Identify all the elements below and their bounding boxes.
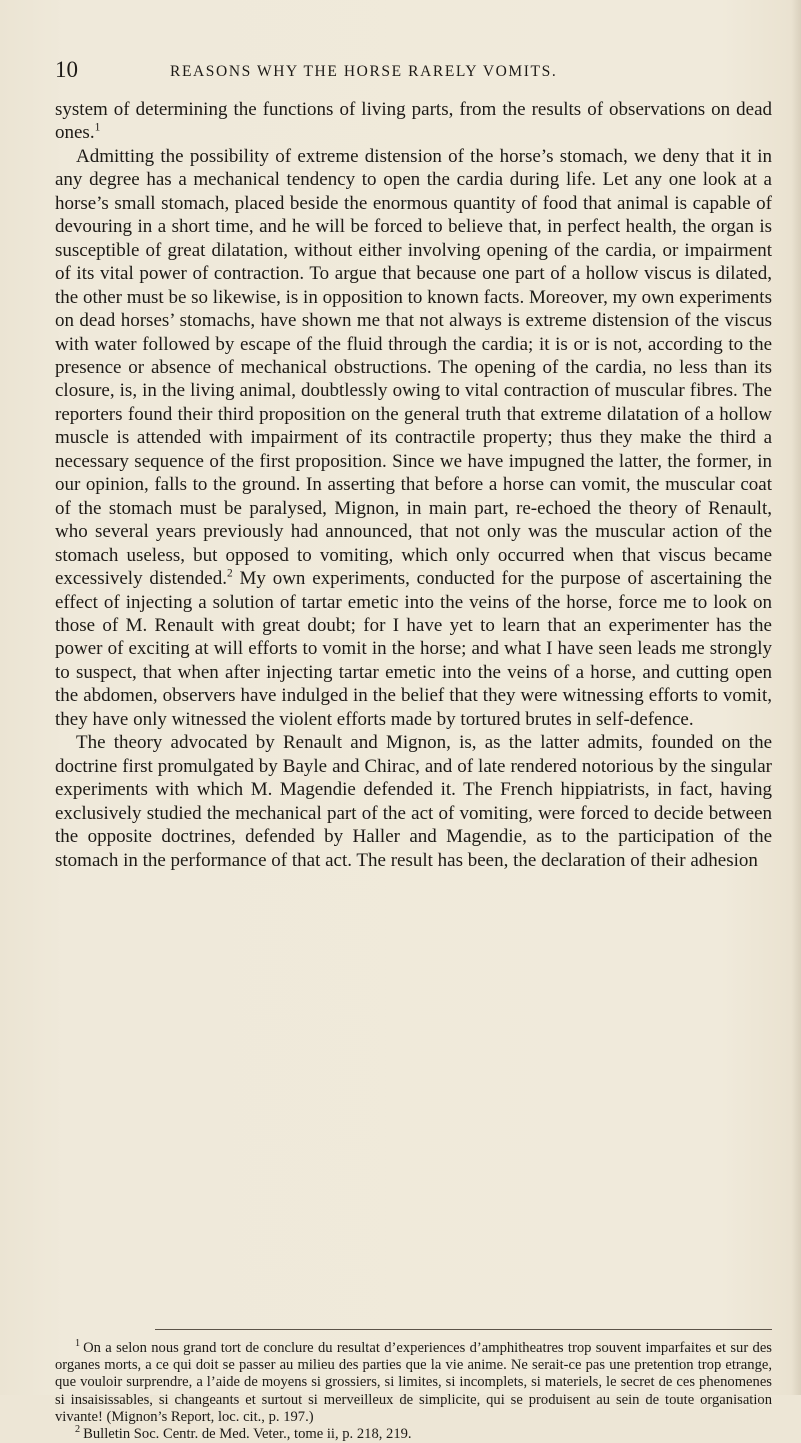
- footnote-2: $^2$ Bulletin Soc. Centr. de Med. Veter., tome ii, p. 218, 219.: [75, 1424, 412, 1443]
- footnote-rule: [155, 1329, 772, 1330]
- paragraph-distension: Admitting the possibility of extreme distension of the horse’s stomach, we deny that it in any degree has a mechanical tendency to open the cardia during life. Let any one look at a horse’s small stomach, placed beside the enormous quantity of food that animal is capable of devouring in a short time, and he will be forced to believe that, in perfect health, the organ is susceptible of great dilatation, without either involving opening of the cardia, or impairment of its vital power of contraction. To argue that because one part of a hollow viscus is dilated, the other must be so likewise, is in opposition to known facts. Moreover, my own experiments on dead horses’ stomachs, have shown me that not always is extreme distension of the viscus with water followed by escape of the fluid through the cardia; it is or is not, according to the presence or absence of mechanical obstructions. The opening of the cardia, no less than its closure, is, in the living animal, doubtlessly owing to vital contraction of muscular fibres. The reporters found their third proposition on the general truth that extreme dilatation of a hollow muscle is attended with impairment of its contractile property; thus they make the third a necessary sequence of the first proposition. Since we have impugned the latter, the former, in our opinion, falls to the ground. In asserting that before a horse can vomit, the muscular coat of the stomach must be paralysed, Mignon, in main part, re-echoed the theory of Renault, who several years previously had announced, that not only was the muscular action of the stomach useless, but opposed to vomiting, which only occurred when that viscus became excessively distended.$^2$ My own experiments, conducted for the purpose of ascertaining the effect of injecting a solution of tartar emetic into the veins of the horse, force me to look on those of M. Renault with great doubt; for I have yet to learn that an experimenter has the power of exciting at will efforts to vomit in the horse; and what I have seen leads me strongly to suspect, that when after injecting tartar emetic into the veins of a horse, and cutting open the abdomen, observers have indulged in the belief that they were witnessing efforts to vomit, they have only witnessed the violent efforts made by tortured brutes in self-defence.: [55, 145, 772, 730]
- paragraph-theory: The theory advocated by Renault and Mignon, is, as the latter admits, founded on the doctrine first promulgated by Bayle and Chirac, and of late rendered notorious by the singular experiments with which M. Magendie defended it. The French hippiatrists, in fact, having exclusively studied the mechanical part of the act of vomiting, were forced to decide between the opposite doctrines, defended by Haller and Magendie, as to the participation of the stomach in the performance of that act. The result has been, the declaration of their adhesion: [55, 732, 772, 871]
- footnote-1: $^1$ On a selon nous grand tort de conclure du resultat d’experiences d’amphitheatres trop souvent imparfaites et sur des organes morts, a ce qui doit se passer au milieu des parties que la vie anime. Ne serait-ce pas une pretention trop etrange, que vouloir surprendre, a l’aide de moyens si grossiers, si limites, si incomplets, si materiels, le secret de ces phenomenes si insaisissables, si changeants et surtout si merveilleux de simplicite, qui se produisent au sein de toute organisation vivante! (Mignon’s Report, loc. cit., p. 197.): [55, 1338, 772, 1425]
- footnotes: [55, 1340, 772, 1443]
- footnote-ref-1: 1: [94, 122, 101, 135]
- page-edge-shadow: [791, 0, 801, 1395]
- paragraph-continuation: system of determining the functions of living parts, from the results of observations on dead ones.$^1$: [55, 99, 772, 144]
- page-number: 10: [55, 57, 78, 82]
- footnote-ref-2: 2: [226, 567, 233, 580]
- page-header: [55, 56, 772, 86]
- body-text: [55, 98, 772, 872]
- running-head: REASONS WHY THE HORSE RARELY VOMITS.: [170, 63, 558, 80]
